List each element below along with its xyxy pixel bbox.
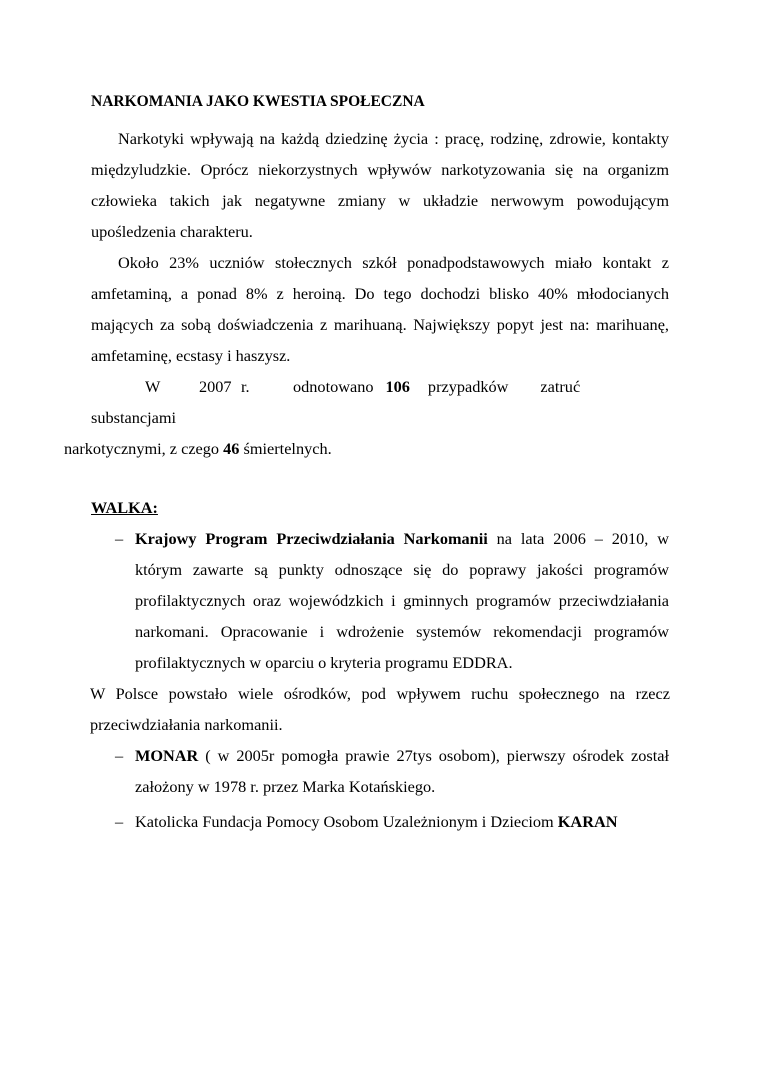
poisoning-narcotic: narkotycznymi, z czego (64, 439, 220, 458)
poisoning-poisonings: zatruć (540, 377, 581, 396)
poisoning-fatal: śmiertelnych. (243, 439, 332, 458)
intro-paragraph: Narkotyki wpływają na każdą dziedzinę życia : pracę, rodzinę, zdrowie, kontakty międzyludzkie. Oprócz niekorzystnych wpływów narkotyzowania się na organizm człowieka takich jak negatywne zmiany w układzie nerwowym powodującym upośledzenia charakteru. (91, 129, 669, 241)
karan-prefix: Katolicka Fundacja Pomocy Osobom Uzależnionym i Dzieciom (135, 812, 558, 831)
poland-paragraph: W Polsce powstało wiele ośrodków, pod wpływem ruchu społecznego na rzecz przeciwdziałania narkomanii. (90, 684, 670, 734)
document-page (64, 88, 670, 837)
monar-description: ( w 2005r pomogła prawie 27tys osobom), pierwszy ośrodek został założony w 1978 r. przez Marka Kotańskiego. (135, 746, 669, 796)
bullet-program (91, 523, 669, 678)
poisoning-substances: substancjami (91, 408, 177, 427)
poisoning-fatal-count: 46 (223, 439, 240, 458)
program-description: na lata 2006 – 2010, w którym zawarte są punkty odnoszące się do poprawy jakości programów profilaktycznych oraz wojewódzkich i gminnych programów przeciwdziałania narkomani. Opracowanie i wdrożenie systemów rekomendacji programów profilaktycznych w oparciu o kryteria programu EDDRA. (135, 529, 669, 672)
bullet-dash: – (115, 529, 124, 548)
monar-name: MONAR (135, 746, 199, 765)
karan-name: KARAN (557, 812, 618, 831)
section-title-walka: WALKA: (91, 498, 158, 517)
document-title: NARKOMANIA JAKO KWESTIA SPOŁECZNA (91, 93, 425, 110)
poisoning-count: 106 (385, 377, 410, 396)
bullet-karan (91, 806, 669, 837)
bullet-dash: – (115, 812, 124, 831)
poisoning-noted: odnotowano (293, 377, 374, 396)
bullet-dash: – (115, 746, 124, 765)
poisoning-paragraph (64, 371, 669, 464)
bullet-monar (91, 740, 669, 802)
stats-paragraph: Około 23% uczniów stołecznych szkół ponadpodstawowych miało kontakt z amfetaminą, a ponad 8% z heroiną. Do tego dochodzi blisko 40% młodocianych mających za sobą doświadczenia z marihuaną. Największy popyt jest na: marihuanę, amfetaminę, ecstasy i haszysz. (91, 253, 669, 365)
poisoning-w: W (145, 377, 161, 396)
poisoning-year: 2007 (199, 377, 232, 396)
poisoning-r: r. (241, 377, 250, 396)
poisoning-cases: przypadków (427, 377, 509, 396)
program-name: Krajowy Program Przeciwdziałania Narkomanii (135, 529, 488, 548)
